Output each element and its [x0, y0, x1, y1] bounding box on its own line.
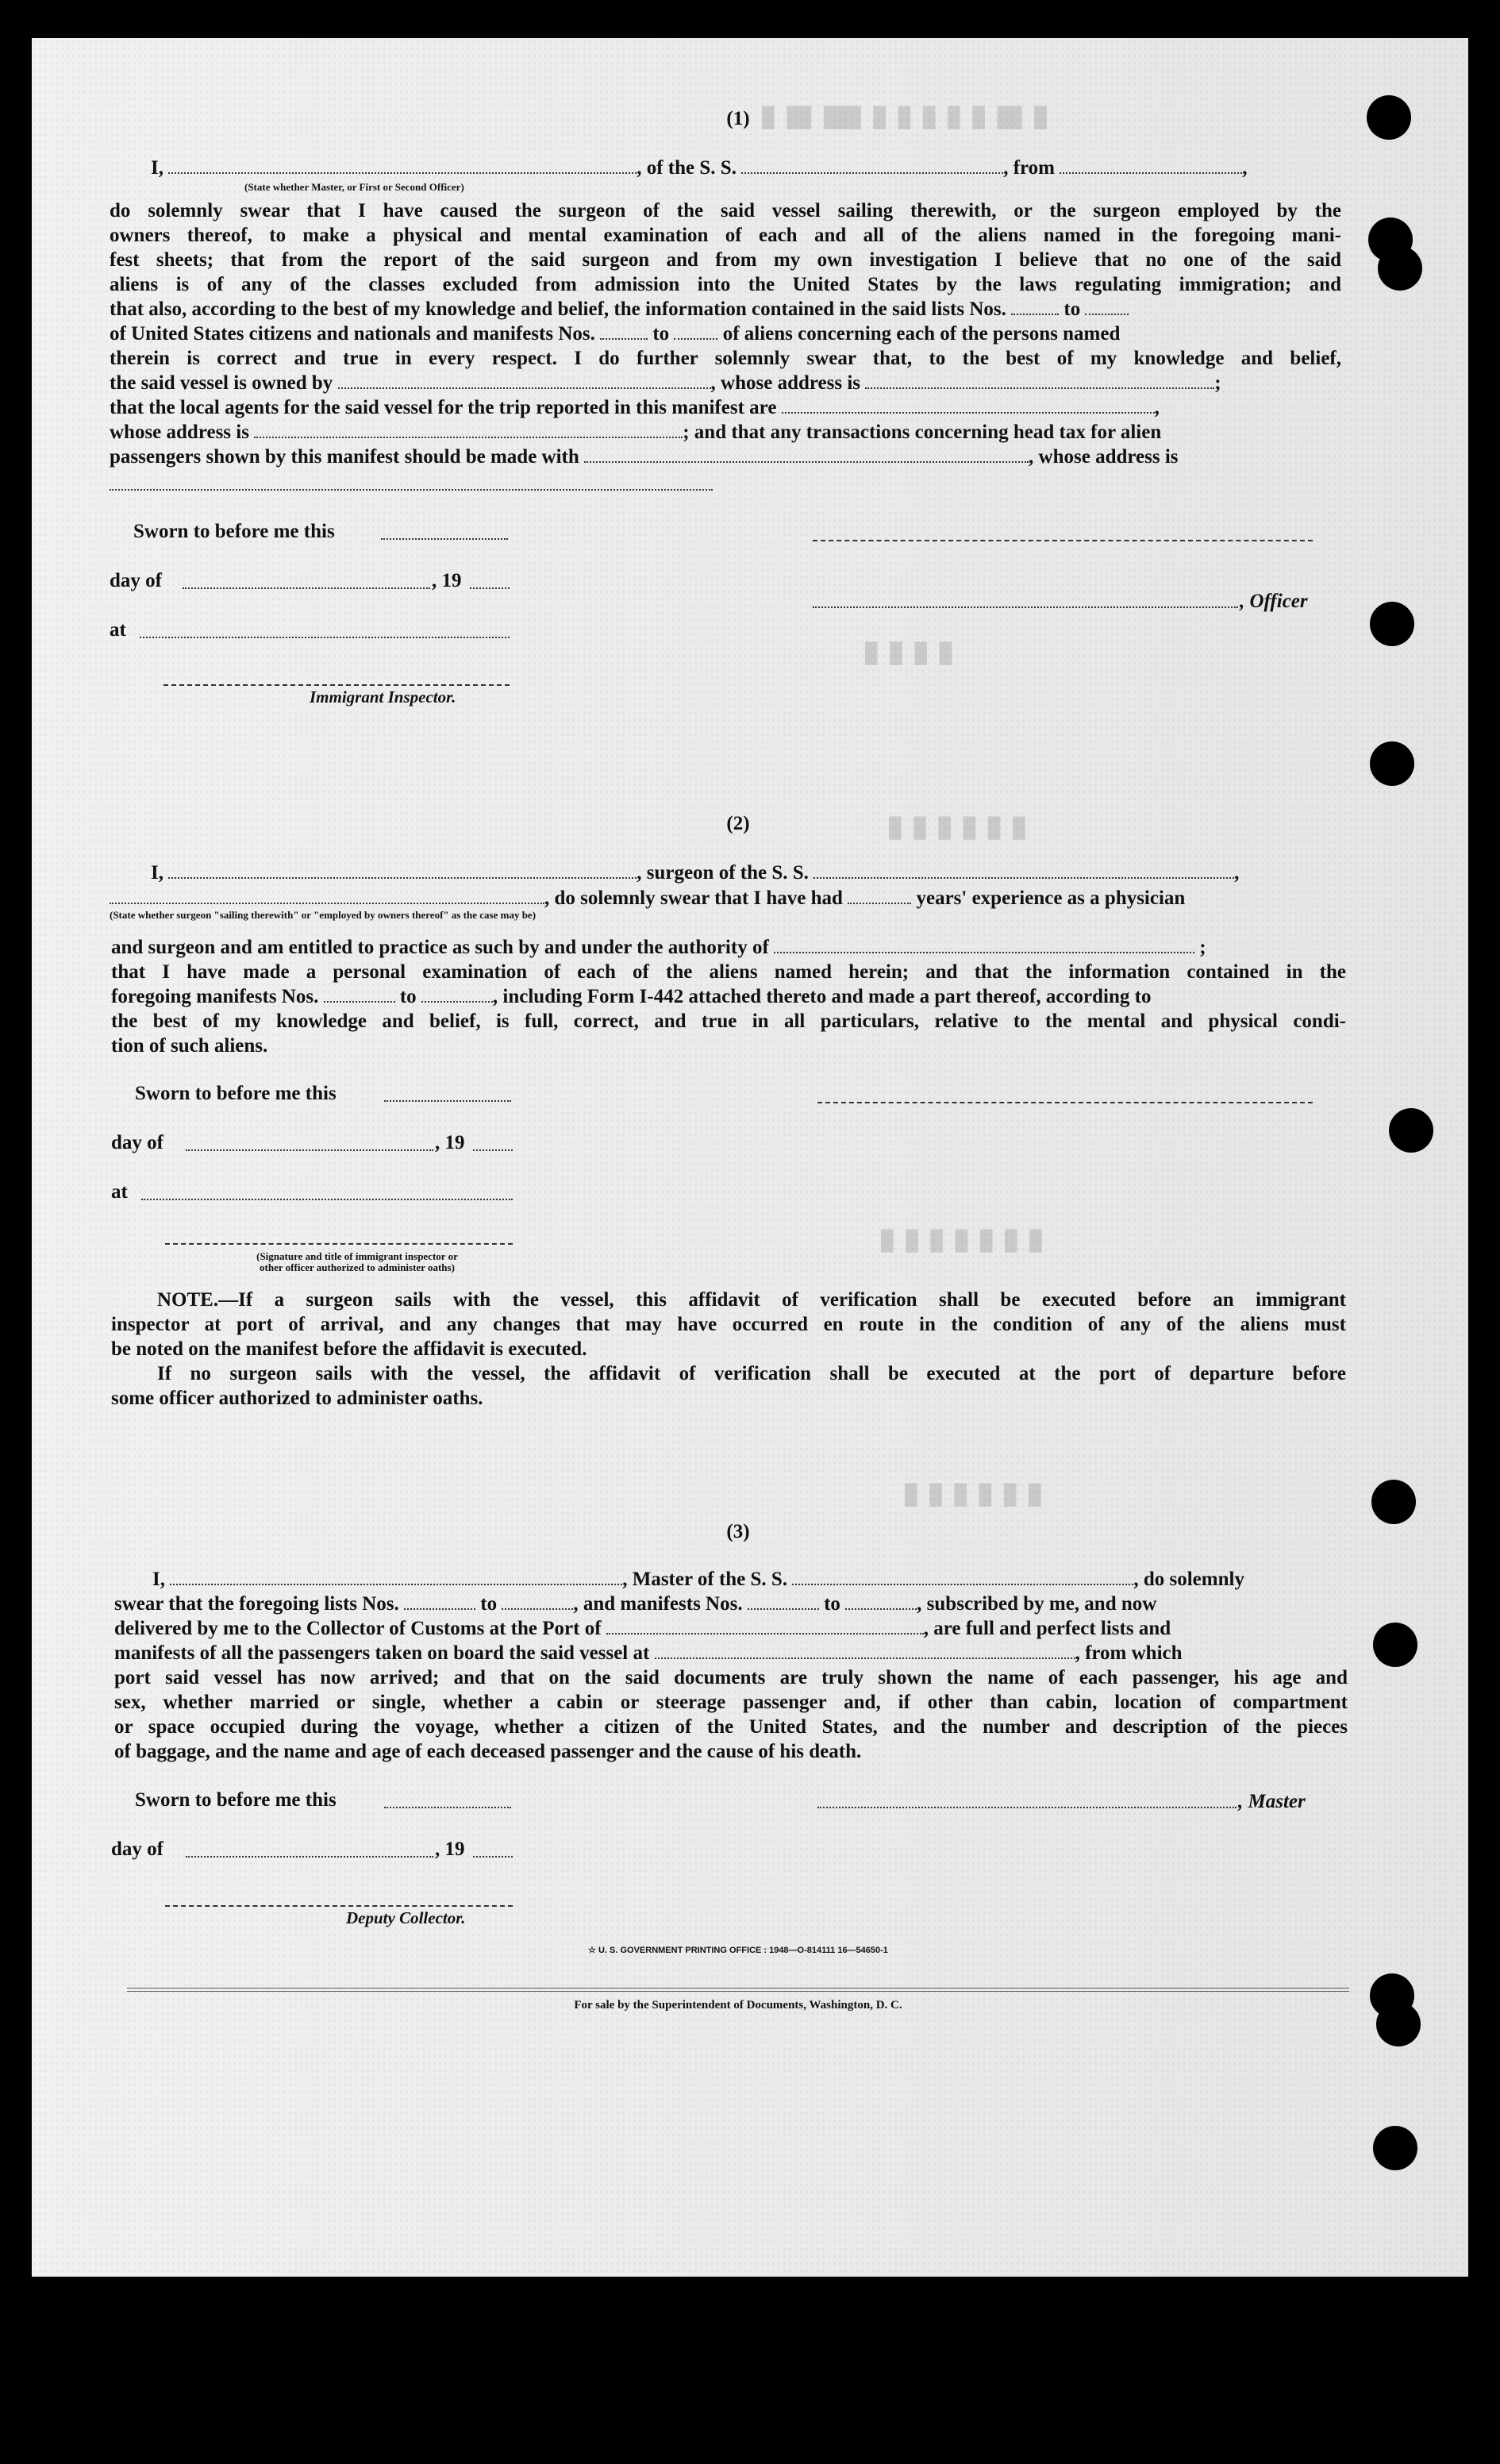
signature-caption: (Signature and title of immigrant inspector or other officer authorized to administer oaths): [256, 1250, 458, 1273]
section-number: (1): [726, 108, 750, 129]
day-of-field: [186, 1856, 433, 1858]
signature-line: [813, 540, 1313, 541]
printing-office-imprint: ☆ U. S. GOVERNMENT PRINTING OFFICE : 1948—O-814111 16—54650-1: [588, 1946, 888, 1955]
day-of-label: day of: [111, 1838, 163, 1860]
day-of-label: day of: [110, 570, 162, 591]
punch-hole: [1371, 1480, 1416, 1524]
at-field: [141, 1199, 513, 1200]
show-through: █ █ █ █ █ █ █: [881, 1229, 1042, 1253]
form-page: [32, 38, 1468, 2277]
year-field: [473, 1856, 513, 1858]
section1-oath-line: I, , of the S. S. , from ,: [151, 157, 1248, 179]
day-of-field: [183, 587, 430, 589]
year-label: , 19: [435, 1132, 465, 1153]
officer-caption: (State whether Master, or First or Second Officer): [244, 181, 464, 193]
sworn-day-field: [384, 1100, 511, 1102]
inspector-signature-line: [165, 1243, 513, 1245]
surgeon-caption: (State whether surgeon "sailing therewith" or "employed by owners thereof" as the case may be): [110, 909, 537, 921]
inspector-signature-line: [163, 684, 510, 686]
at-field: [140, 637, 510, 638]
surgeon-signature-line: [817, 1102, 1313, 1103]
section1-body: do solemnly swear that I have caused the surgeon of the said vessel sailing therewith, or the surgeon employed by the owners thereof, to make a physical and mental examination of each and all of the aliens named in the foregoing mani- fest sheets; that from the report of the said surgeon and from my own investigation I believe that no one of the said aliens is of any of the classes excluded from admission into the United States by the laws regulating immigration; and that also, according to the best of my knowledge and belief, the information contained in the said lists Nos. to of United States citizens and nationals and manifests Nos. to of aliens concerning each of the persons named therein is correct and true in every respect. I do further solemnly swear that, to the best of my knowledge and belief, the said vessel is owned by , whose address is ; that the local agents for the said vessel for the trip reported in this manifest are , whose address is ; and that any transactions concerning head tax for alien passengers shown by this manifest should be made with , whose address is: [110, 200, 1341, 468]
section2-line2: , do solemnly swear that I have had years' experience as a physician: [110, 886, 1348, 911]
sworn-label: Sworn to before me this: [135, 1083, 337, 1104]
section-number: (2): [726, 813, 750, 834]
show-through: █ ██ ███ █ █ █ █ █ ██ █: [762, 106, 1047, 129]
sworn-day-field: [384, 1807, 511, 1808]
show-through: █ █ █ █ █ █: [905, 1483, 1041, 1507]
punch-hole: [1373, 2126, 1417, 2170]
punch-hole: [1370, 741, 1414, 786]
sworn-label: Sworn to before me this: [135, 1789, 337, 1811]
deputy-signature-line: [165, 1905, 513, 1907]
year-field: [470, 587, 510, 589]
section2-body: and surgeon and am entitled to practice as such by and under the authority of ; that I have made a personal examination of each of the aliens named herein; and that the information contained in the foregoing manifests Nos. to , including Form I-442 attached thereto and made a part thereof, according to the best of my knowledge and belief, is full, correct, and true in all particulars, relative to the mental and physical condi- tion of such aliens.: [111, 937, 1346, 1057]
sworn-day-field: [381, 538, 508, 540]
show-through: █ █ █ █: [865, 641, 952, 665]
sale-notice: For sale by the Superintendent of Documents, Washington, D. C.: [574, 1999, 902, 2012]
footer-rule: [127, 1988, 1349, 1989]
day-of-field: [186, 1149, 433, 1151]
punch-hole: [1389, 1108, 1433, 1153]
note-block: NOTE.—If a surgeon sails with the vessel, this affidavit of verification shall be executed before an immigrant inspector at port of arrival, and any changes that may have occurred en route in the condition of any of the aliens must be noted on the manifest before the affidavit is executed. If no surgeon sails with the vessel, the affidavit of verification shall be executed at the port of departure before some officer authorized to administer oaths.: [111, 1289, 1346, 1409]
section-number: (3): [726, 1521, 750, 1542]
section2-line1: I, , surgeon of the S. S. ,: [151, 862, 1240, 884]
year-label: , 19: [435, 1838, 465, 1860]
section3-body: I, , Master of the S. S. , do solemnly swear that the foregoing lists Nos. to , and manifests Nos. to , subscribed by me, and now delivered by me to the Collector of Customs at the Port of , are full and perfect lists and manifests of all the passengers taken on board the said vessel at , from which port said vessel has now arrived; and that on the said documents are truly shown the name of each passenger, his age and sex, whether married or single, whether a cabin or steerage passenger and, if other than cabin, location of compartment or space occupied during the voyage, whether a citizen of the United States, and the number and description of the pieces of baggage, and the name and age of each deceased passenger and the cause of his death.: [114, 1569, 1348, 1762]
master-signature-line: [817, 1807, 1237, 1808]
officer-label: , Officer: [1240, 591, 1308, 612]
at-label: at: [110, 619, 126, 641]
footer-rule: [127, 1991, 1349, 1992]
punch-hole: [1378, 246, 1422, 291]
master-label: , Master: [1238, 1791, 1306, 1812]
address-continuation-line: [110, 489, 713, 491]
inspector-label: Immigrant Inspector.: [310, 687, 456, 706]
year-label: , 19: [432, 570, 462, 591]
punch-hole: [1370, 602, 1414, 646]
year-field: [473, 1149, 513, 1151]
punch-hole: [1373, 1623, 1417, 1667]
show-through: █ █ █ █ █ █: [889, 816, 1025, 840]
officer-line: [813, 606, 1238, 608]
deputy-label: Deputy Collector.: [346, 1908, 466, 1927]
at-label: at: [111, 1181, 128, 1203]
sworn-label: Sworn to before me this: [133, 521, 335, 542]
day-of-label: day of: [111, 1132, 163, 1153]
